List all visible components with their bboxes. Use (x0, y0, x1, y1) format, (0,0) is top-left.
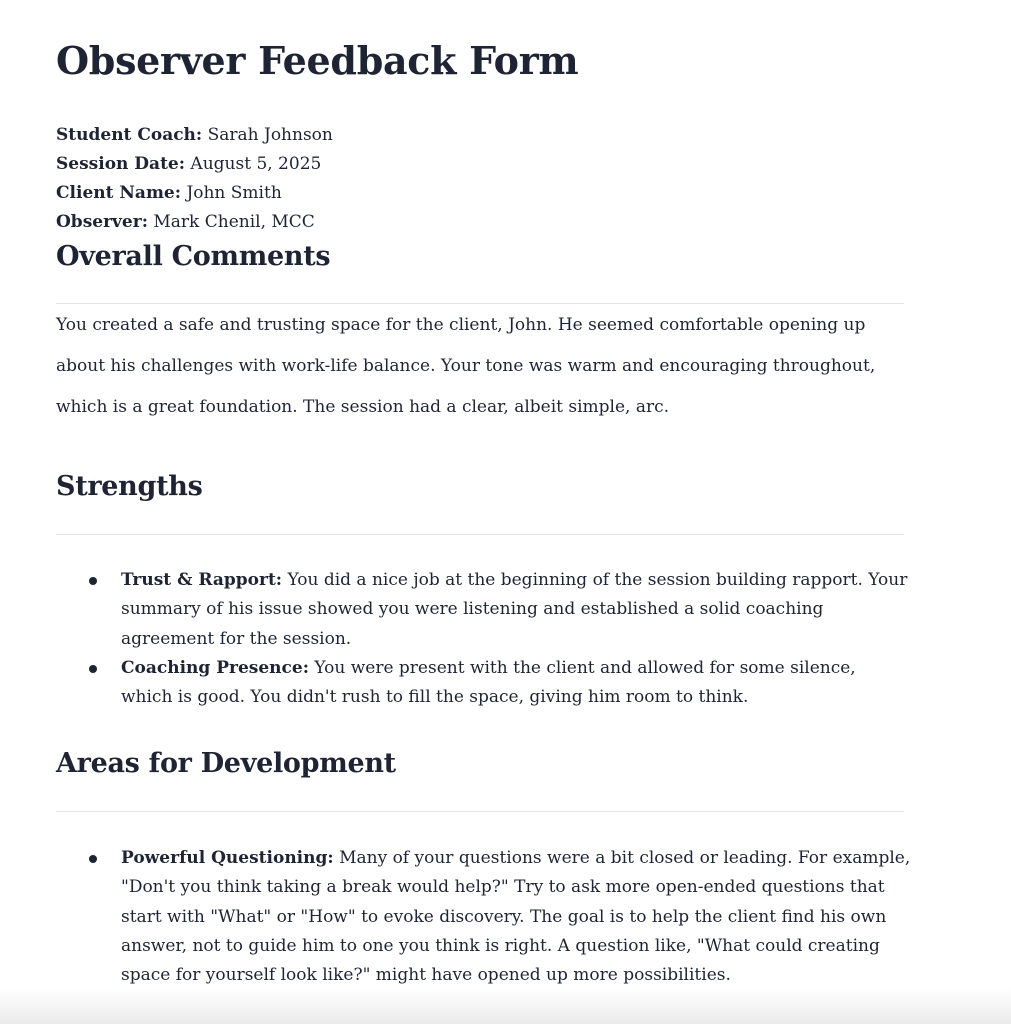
item-text: You did a nice job at the beginning of the session building rapport. Your summary of his issue showed you were listening and established a solid coaching agreement for the session. (121, 570, 908, 649)
divider (56, 534, 904, 535)
meta-value: August 5, 2025 (190, 154, 322, 174)
meta-value: Sarah Johnson (207, 125, 333, 145)
list-item (121, 844, 911, 990)
divider (56, 303, 904, 304)
page-title: Observer Feedback Form (56, 38, 579, 83)
overall-comments-text: You created a safe and trusting space for the client, John. He seemed comfortable opening up about his challenges with work-life balance. Your tone was warm and encouraging throughout, which is a great foundation. The session had a clear, albeit simple, arc. (56, 315, 876, 417)
overall-comments-heading: Overall Comments (56, 241, 331, 272)
item-text: You were present with the client and allowed for some silence, which is good. You didn't rush to fill the space, giving him room to think. (121, 657, 856, 708)
bullet-icon (89, 665, 97, 673)
item-label: Powerful Questioning: (121, 848, 334, 868)
meta-observer (56, 208, 333, 237)
bottom-fade (0, 988, 1011, 1024)
meta-client-name (56, 179, 333, 208)
strengths-list (56, 566, 911, 712)
item-text: Many of your questions were a bit closed or leading. For example, "Don't you think taking a break would help?" Try to ask more open-ended questions that start with "What" or "How" to evoke discovery. The goal is to help the client find his own answer, not to guide him to one you think is right. A question like, "What could creating space for yourself look like?" might have opened up more possibilities. (121, 848, 911, 986)
item-label: Coaching Presence: (121, 657, 309, 678)
divider (56, 811, 904, 812)
strengths-heading: Strengths (56, 471, 203, 502)
meta-student-coach (56, 121, 333, 150)
meta-value: Mark Chenil, MCC (153, 212, 315, 232)
meta-label: Observer: (56, 212, 148, 232)
bullet-icon (89, 855, 97, 863)
development-heading: Areas for Development (56, 748, 396, 779)
list-item (121, 654, 911, 713)
meta-session-date (56, 150, 333, 179)
meta-label: Session Date: (56, 154, 186, 174)
meta-value: John Smith (186, 183, 282, 203)
item-label: Trust & Rapport: (121, 570, 283, 590)
meta-label: Student Coach: (56, 125, 203, 145)
development-list (56, 844, 911, 990)
list-item (121, 566, 911, 654)
bullet-icon (89, 577, 97, 585)
session-details (56, 121, 333, 237)
meta-label: Client Name: (56, 183, 182, 203)
